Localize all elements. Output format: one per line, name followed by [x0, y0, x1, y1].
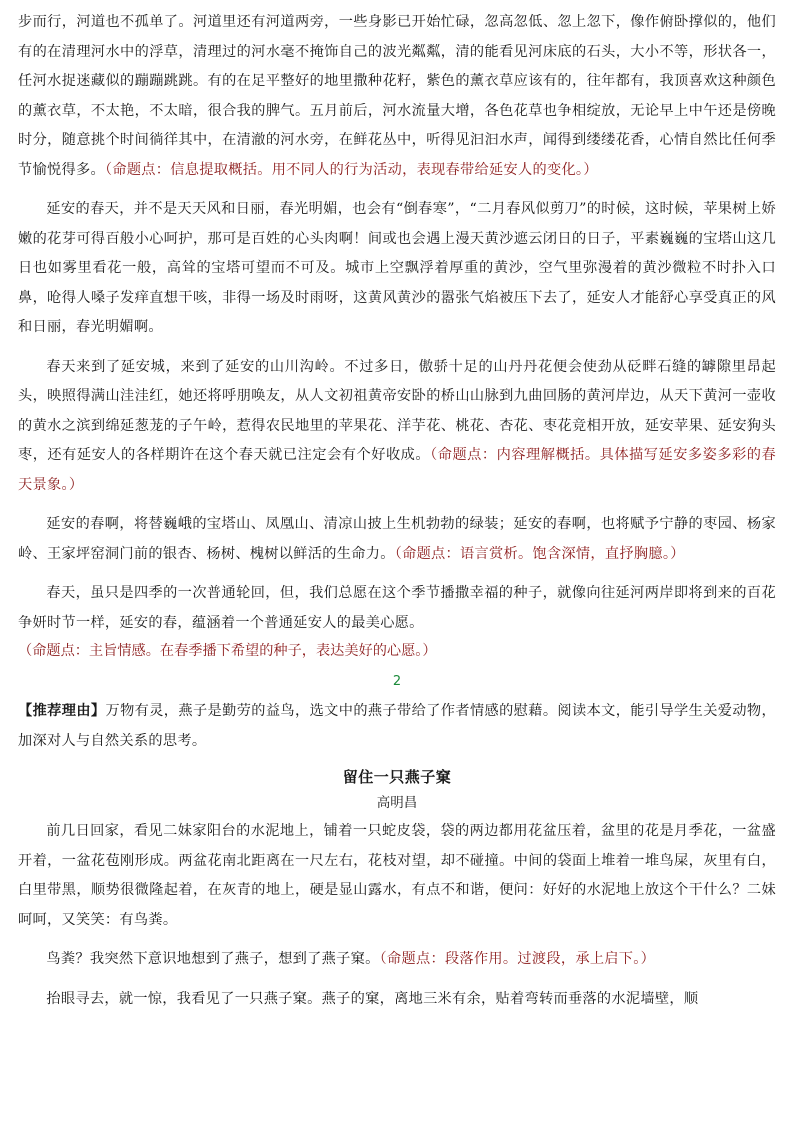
question-note: （命题点：信息提取概括。用不同人的行为活动，表现春带给延安人的变化。） [104, 161, 598, 178]
question-note: （命题点：语言赏析。饱含深情，直抒胸臆。） [394, 545, 685, 562]
body-paragraph-4: 延安的春啊，将替巍峨的宝塔山、凤凰山、清凉山披上生机勃勃的绿装；延安的春啊，也将赋予宁静的枣园、杨家岭、王家坪窑洞门前的银杏、杨树、槐树以鲜活的生命力。（命题点：语言赏析。饱含深情，直抒胸臆。） [18, 516, 776, 562]
recommend-reason [18, 697, 776, 756]
recommend-text: 万物有灵，燕子是勤劳的益鸟，选文中的燕子带给了作者情感的慰藉。阅读本文，能引导学生关爱动物，加深对人与自然关系的思考。 [18, 703, 776, 749]
article-author: 高明昌 [376, 795, 418, 811]
body-paragraph-1: 步而行，河道也不孤单了。河道里还有河道两旁，一些身影已开始忙碌，忽高忽低、忽上忽下，像作俯卧撑似的，他们有的在清理河水中的浮草，清理过的河水毫不掩饰自己的波光粼粼，清的能看见河床底的石头，大小不等，形状各一，任河水捉迷藏似的蹦蹦跳跳。有的在足平整好的地里撒种花籽，紫色的薰衣草应该有的，往年都有，我顶喜欢这种颜色的薰衣草，不太艳，不太暗，很合我的脾气。五月前后，河水流量大增，各色花草也争相绽放，无论早上中午还是傍晚时分，随意挑个时间徜徉其中，在清澈的河水旁，在鲜花丛中，听得见汩汩水声，闻得到缕缕花香，心情自然比任何季节愉悦得多。（命题点：信息提取概括。用不同人的行为活动，表现春带给延安人的变化。） [18, 14, 776, 178]
body-paragraph-2: 延安的春天，并不是天天风和日丽，春光明媚，也会有“倒春寒”，“二月春风似剪刀”的时候，这时候，苹果树上娇嫩的花芽可得百般小心呵护，那可是百姓的心头肉啊！间或也会遇上漫天黄沙遮云闭日的日子，平素巍巍的宝塔山这几日也如雾里看花一般，高耸的宝塔可望而不可及。城市上空飘浮着厚重的黄沙，空气里弥漫着的黄沙微粒不时扑入口鼻，呛得人嗓子发痒直想干咳，非得一场及时雨呀，这黄风黄沙的嚣张气焰被压下去了，延安人才能舒心享受真正的风和日丽，春光明媚啊。 [18, 201, 776, 335]
body-paragraph-8: 抬眼寻去，就一惊，我看见了一只燕子窠。燕子的窠，离地三米有余，贴着弯转而垂落的水泥墙壁，顺 [46, 990, 699, 1007]
page-number: 2 [392, 674, 402, 689]
question-note-standalone: （命题点：主旨情感。在春季播下希望的种子，表达美好的心愿。） [18, 643, 437, 659]
question-note: （命题点：内容理解概括。具体描写延安多姿多彩的春天景象。） [18, 447, 777, 493]
recommend-label: 【推荐理由】 [18, 703, 106, 719]
document-page [18, 8, 776, 1024]
body-paragraph-3: 春天来到了延安城，来到了延安的山川沟岭。不过多日，傲骄十足的山丹丹花便会使劲从砭畔石缝的罅隙里昂起头，映照得满山洼洼红，她还将呼朋唤友，从人文初祖黄帝安卧的桥山山脉到九曲回肠的黄河岸边，从天下黄河一壶收的黄水之滨到绵延葱茏的子午岭，惹得农民地里的苹果花、洋芋花、桃花、杏花、枣花竞相开放，延安苹果、延安狗头枣，还有延安人的各样期许在这个春天就已注定会有个好收成。（命题点：内容理解概括。具体描写延安多姿多彩的春天景象。） [18, 358, 777, 493]
body-paragraph-5: 春天，虽只是四季的一次普通轮回，但，我们总愿在这个季节播撒幸福的种子，就像向往延河两岸即将到来的百花争妍时节一样，延安的春，蕴涵着一个普通延安人的最美心愿。 [18, 585, 776, 631]
article-title: 留住一只燕子窠 [342, 768, 452, 786]
question-note: （命题点：段落作用。过渡段，承上启下。） [379, 951, 656, 967]
body-paragraph-6: 前几日回家，看见二妹家阳台的水泥地上，铺着一只蛇皮袋，袋的两边都用花盆压着，盆里的花是月季花，一盆盛开着，一盆花苞刚形成。两盆花南北距离在一尺左右，花枝对望，却不碰撞。中间的袋面上堆着一堆鸟屎，灰里有白，白里带黑，顺势很微隆起着，在灰青的地上，硬是显山露水，有点不和谐，便问：好好的水泥地上放这个干什么？二妹呵呵，又笑笑：有鸟粪。 [18, 823, 776, 928]
body-paragraph-7: 鸟粪？我突然下意识地想到了燕子，想到了燕子窠。（命题点：段落作用。过渡段，承上启下。） [46, 951, 656, 967]
